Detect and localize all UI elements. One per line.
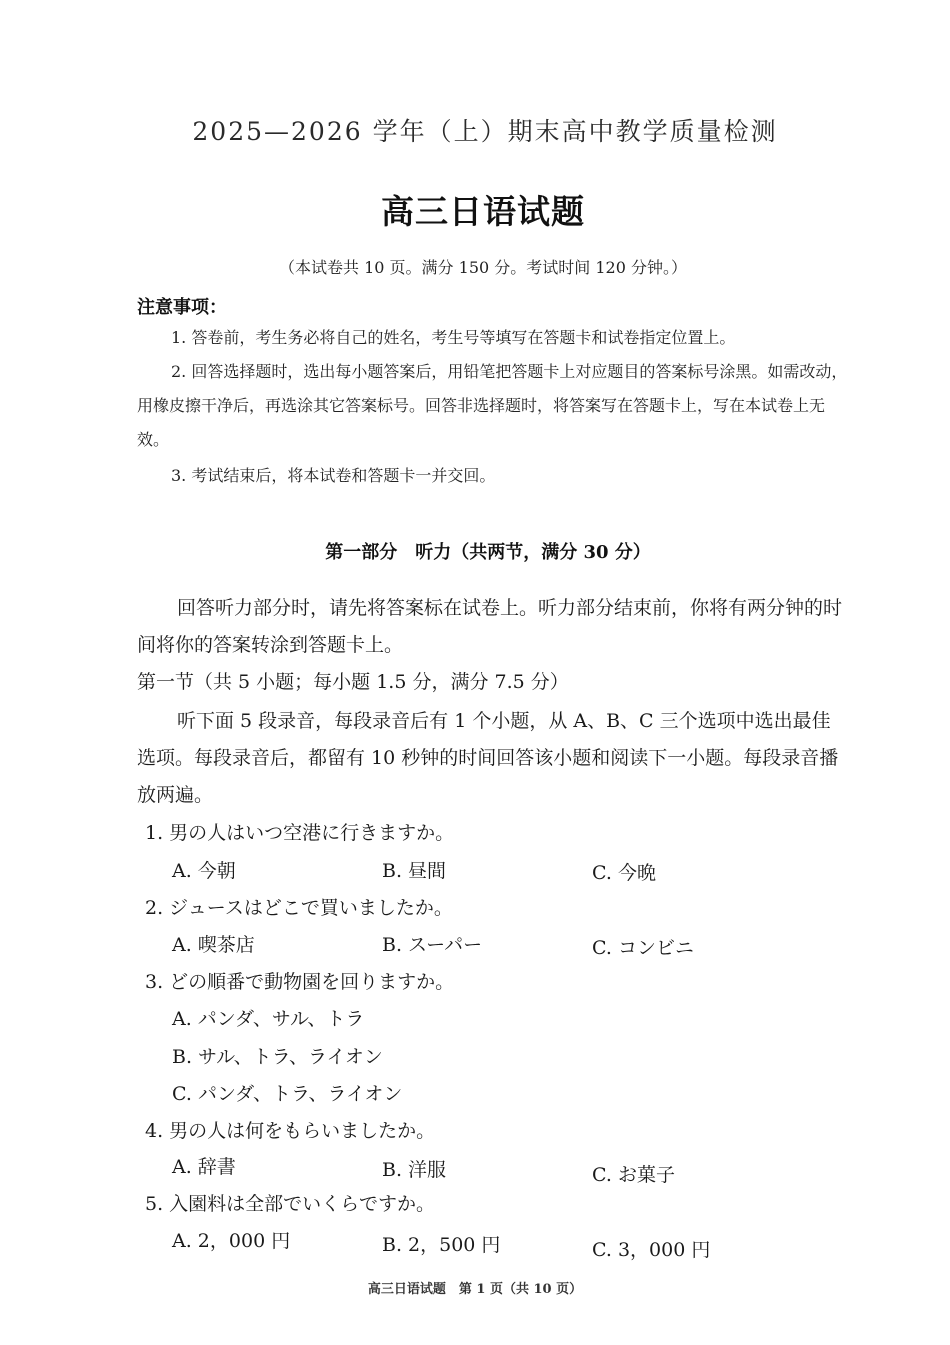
question-4-stem: 4. 男の人は何をもらいましたか。 xyxy=(145,1120,436,1142)
notice-title: 注意事项： xyxy=(137,297,227,318)
question-2-option-b: B. スーパー xyxy=(382,934,483,956)
question-5-option-b: B. 2，500 円 xyxy=(382,1234,501,1256)
section1-instructions-text: 听下面 5 段录音，每段录音后有 1 个小题，从 A、B、C 三个选项中选出最佳选项。每段录音后，都留有 10 秒钟的时间回答该小题和阅读下一小题。每段录音播放两遍。 xyxy=(137,710,839,806)
question-2-stem: 2. ジュースはどこで買いましたか。 xyxy=(145,897,453,919)
notice-item-3 xyxy=(137,459,849,493)
question-3-stem: 3. どの順番で動物園を回りますか。 xyxy=(145,971,455,993)
question-2-option-c: C. コンビニ xyxy=(592,937,694,959)
question-5-stem: 5. 入園料は全部でいくらですか。 xyxy=(145,1193,435,1215)
part1-intro xyxy=(137,590,849,664)
question-4-option-b: B. 洋服 xyxy=(382,1159,447,1181)
notice-item-text: 1. 答卷前，考生务必将自己的姓名，考生号等填写在答题卡和试卷指定位置上。 xyxy=(171,328,736,347)
question-2-option-a: A. 喫茶店 xyxy=(172,934,255,956)
notice-item-text: 3. 考试结束后，将本试卷和答题卡一并交回。 xyxy=(171,466,496,485)
question-1-stem: 1. 男の人はいつ空港に行きますか。 xyxy=(145,822,455,844)
notice-item-text: 2. 回答选择题时，选出每小题答案后，用铅笔把答题卡上对应题目的答案标号涂黑。如需改动，用橡皮擦干净后，再选涂其它答案标号。回答非选择题时，将答案写在答题卡上，写在本试卷上无效。 xyxy=(137,362,848,449)
exam-title: 高三日语试题 xyxy=(381,192,585,231)
question-1-option-b: B. 昼間 xyxy=(382,860,447,882)
part1-intro-text: 回答听力部分时，请先将答案标在试卷上。听力部分结束前，你将有两分钟的时间将你的答案转涂到答题卡上。 xyxy=(137,597,843,656)
part1-title: 第一部分 听力（共两节，满分 30 分） xyxy=(325,542,651,563)
question-1-option-c: C. 今晩 xyxy=(592,862,656,884)
exam-header: 2025—2026 学年（上）期末高中教学质量检测 xyxy=(192,117,778,146)
notice-item-1 xyxy=(137,321,849,355)
page-footer: 高三日语试题 第 1 页（共 10 页） xyxy=(367,1282,583,1297)
question-1-option-a: A. 今朝 xyxy=(172,860,236,882)
question-4-option-c: C. お菓子 xyxy=(592,1164,675,1186)
section1-instructions xyxy=(137,703,849,814)
question-4-option-a: A. 辞書 xyxy=(172,1156,236,1178)
section1-title: 第一节（共 5 小题；每小题 1.5 分，满分 7.5 分） xyxy=(137,671,569,693)
question-5-option-a: A. 2，000 円 xyxy=(172,1230,291,1252)
question-3-option-c: C. パンダ、トラ、ライオン xyxy=(172,1083,403,1105)
question-3-option-a: A. パンダ、サル、トラ xyxy=(172,1008,365,1030)
question-5-option-c: C. 3，000 円 xyxy=(592,1239,711,1261)
exam-meta: （本试卷共 10 页。满分 150 分。考试时间 120 分钟。） xyxy=(279,258,687,277)
notice-item-2 xyxy=(137,355,849,457)
question-3-option-b: B. サル、トラ、ライオン xyxy=(172,1046,383,1068)
